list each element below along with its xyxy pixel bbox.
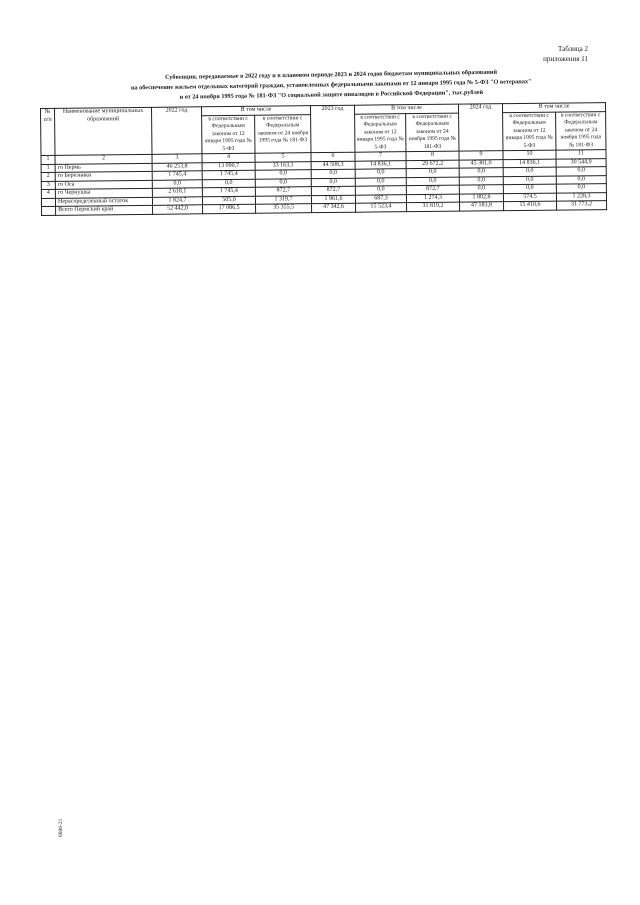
column-number: 9 bbox=[459, 151, 503, 160]
row-value-cell: 0,0 bbox=[459, 185, 503, 194]
row-value-cell: 0,0 bbox=[503, 168, 556, 177]
row-value-cell: 505,0 bbox=[202, 196, 255, 205]
row-value-cell: 52 442,0 bbox=[153, 205, 203, 214]
row-municipality-name: го Чернушка bbox=[55, 189, 152, 199]
row-value-cell: 687,3 bbox=[355, 195, 406, 204]
row-value-cell: 1 961,6 bbox=[311, 195, 355, 204]
row-value-cell: 47 183,8 bbox=[460, 202, 504, 211]
row-value-cell: 1 745,4 bbox=[152, 171, 202, 180]
header-2024-law5: в соответствии с Федеральным законом от 12 января 1995 года № 5-ФЗ bbox=[503, 112, 556, 152]
header-2023-law5: в соответствии с Федеральным законом от 12 января 1995 года № 5-ФЗ bbox=[355, 113, 406, 153]
column-number: 7 bbox=[355, 152, 406, 161]
row-index bbox=[42, 207, 56, 216]
row-value-cell: 1 228,3 bbox=[556, 193, 606, 202]
row-municipality-name: го Пермь bbox=[55, 163, 152, 173]
row-value-cell: 44 508,3 bbox=[311, 161, 355, 170]
row-municipality-name: го Оса bbox=[55, 180, 152, 190]
row-value-cell: 0,0 bbox=[202, 179, 255, 188]
row-value-cell: 1 745,4 bbox=[202, 188, 255, 197]
row-value-cell: 14 836,1 bbox=[355, 161, 406, 170]
row-value-cell: 31 819,2 bbox=[407, 203, 460, 212]
table-reference bbox=[468, 44, 588, 64]
row-value-cell: 872,7 bbox=[311, 187, 355, 196]
row-value-cell: 0,0 bbox=[255, 170, 311, 179]
row-value-cell: 0,0 bbox=[459, 168, 503, 177]
document-title bbox=[96, 67, 566, 104]
column-number: 5 bbox=[255, 153, 311, 162]
subsidy-table-wrapper bbox=[40, 102, 607, 216]
title-line-3: и от 24 ноября 1995 года № 181-ФЗ "О социальной защите инвалидов в Российской Федерации", тыс.рублей bbox=[179, 88, 484, 101]
table-number: Таблица 2 bbox=[558, 45, 588, 53]
title-line-1: Субвенции, передаваемые в 2022 году и в плановом периоде 2023 и 2024 годов бюджетам муниципальных образований bbox=[164, 68, 498, 81]
row-value-cell: 30 544,9 bbox=[556, 159, 606, 168]
row-value-cell: 1 745,4 bbox=[202, 171, 255, 180]
row-value-cell: 15 523,4 bbox=[356, 203, 407, 212]
row-value-cell: 17 086,5 bbox=[203, 205, 256, 214]
row-value-cell: 574,5 bbox=[503, 193, 556, 202]
subsidy-table bbox=[40, 102, 607, 216]
header-2022-law181: в соответствии с Федеральным законом от 24 ноября 1995 года № 181-ФЗ bbox=[255, 114, 311, 154]
title-line-2: на обеспечение жильем отдельных категорий граждан, установленных федеральными законами от 12 января 1995 года № 5-ФЗ "О ветеранах" bbox=[130, 78, 532, 92]
row-value-cell: 0,0 bbox=[152, 180, 202, 189]
row-value-cell: 1 802,8 bbox=[459, 194, 503, 203]
header-2024-law181: в соответствии с Федеральным законом от 24 ноября 1995 года № 181-ФЗ bbox=[556, 111, 606, 150]
row-value-cell: 872,7 bbox=[406, 186, 459, 195]
row-value-cell: 31 773,2 bbox=[557, 201, 607, 210]
header-num: № п/п bbox=[41, 108, 55, 156]
row-value-cell: 0,0 bbox=[503, 185, 556, 194]
row-value-cell: 0,0 bbox=[355, 169, 406, 178]
column-number: 3 bbox=[152, 154, 202, 163]
header-2022-law5: в соответствии с Федеральным законом от 12 января 1995 года № 5-ФЗ bbox=[202, 115, 255, 155]
row-value-cell: 872,7 bbox=[255, 187, 311, 196]
row-value-cell: 2 618,1 bbox=[152, 188, 202, 197]
row-value-cell: 0,0 bbox=[556, 167, 606, 176]
column-number: 11 bbox=[556, 150, 606, 159]
column-number: 8 bbox=[406, 152, 459, 161]
row-value-cell: 13 090,7 bbox=[202, 162, 255, 171]
header-2023-law181: в соответствии с Федеральным законом от 24 ноября 1995 года № 181-ФЗ bbox=[406, 113, 459, 153]
row-municipality-name: Нераспределенный остаток bbox=[55, 197, 152, 207]
row-index bbox=[41, 198, 55, 207]
header-2023-breakdown: В том числе bbox=[354, 104, 458, 114]
row-value-cell: 0,0 bbox=[311, 178, 355, 187]
row-value-cell: 1 319,7 bbox=[255, 196, 311, 205]
row-index: 1 bbox=[41, 164, 55, 173]
column-number: 1 bbox=[41, 156, 55, 165]
row-value-cell: 46 253,8 bbox=[152, 163, 202, 172]
row-value-cell: 0,0 bbox=[406, 169, 459, 178]
row-municipality-name: Всего Пермский край bbox=[56, 206, 153, 216]
row-index: 2 bbox=[41, 173, 55, 182]
row-value-cell: 15 410,6 bbox=[504, 202, 557, 211]
row-value-cell: 0,0 bbox=[406, 177, 459, 186]
header-2022: 2022 год bbox=[151, 107, 201, 155]
row-index: 4 bbox=[41, 190, 55, 199]
row-value-cell: 1 824,7 bbox=[152, 197, 202, 206]
document-code: 6086-21 bbox=[58, 818, 64, 837]
header-2023: 2023 год bbox=[310, 105, 354, 153]
column-number: 2 bbox=[55, 155, 152, 165]
column-number: 6 bbox=[311, 153, 355, 162]
row-value-cell: 33 163,1 bbox=[255, 162, 311, 171]
row-value-cell: 0,0 bbox=[355, 186, 406, 195]
appendix-reference: приложения 11 bbox=[543, 55, 588, 63]
header-2024-breakdown: В том числе bbox=[502, 103, 605, 113]
row-municipality-name: го Березники bbox=[55, 172, 152, 182]
header-2024: 2024 год bbox=[458, 104, 502, 152]
header-name: Наименование муниципальных образований bbox=[55, 107, 152, 155]
column-number: 4 bbox=[202, 154, 255, 163]
row-value-cell: 29 672,2 bbox=[406, 160, 459, 169]
row-value-cell: 35 355,5 bbox=[256, 204, 312, 213]
row-value-cell: 0,0 bbox=[556, 176, 606, 185]
row-value-cell: 0,0 bbox=[459, 177, 503, 186]
header-2022-breakdown: В том числе bbox=[201, 106, 310, 116]
row-value-cell: 0,0 bbox=[355, 178, 406, 187]
row-value-cell: 0,0 bbox=[503, 176, 556, 185]
row-value-cell: 0,0 bbox=[556, 184, 606, 193]
table-body bbox=[41, 159, 607, 216]
row-value-cell: 45 381,0 bbox=[459, 160, 503, 169]
row-value-cell: 0,0 bbox=[311, 170, 355, 179]
row-index: 3 bbox=[41, 181, 55, 190]
row-value-cell: 47 342,6 bbox=[312, 204, 356, 213]
row-value-cell: 1 274,3 bbox=[406, 194, 459, 203]
row-value-cell: 14 836,1 bbox=[503, 159, 556, 168]
column-number: 10 bbox=[503, 151, 556, 160]
row-value-cell: 0,0 bbox=[255, 179, 311, 188]
